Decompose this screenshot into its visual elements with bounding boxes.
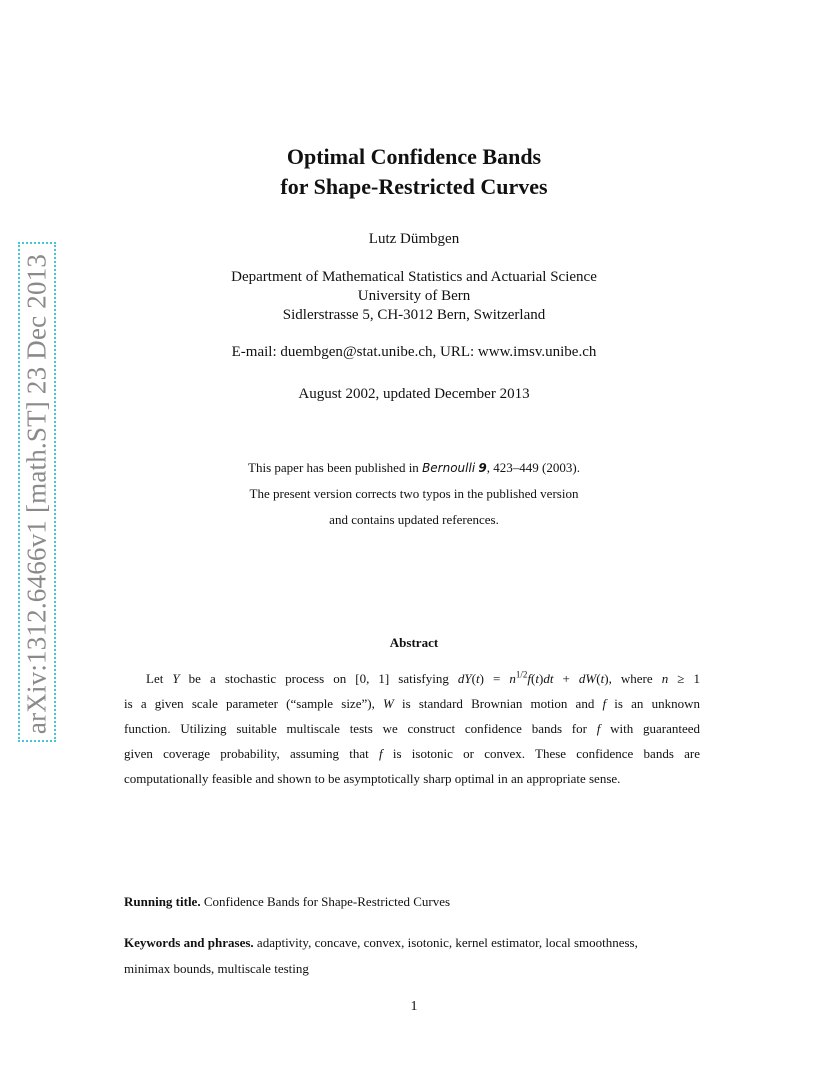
keywords-label: Keywords and phrases. (124, 935, 254, 950)
math-sde: dY (457, 671, 472, 686)
abstract-body (124, 666, 700, 791)
journal-volume: 9 (478, 461, 487, 475)
math-W: W (383, 696, 394, 711)
keywords-line-2: minimax bounds, multiscale testing (124, 961, 309, 976)
page-number: 1 (410, 999, 418, 1014)
abstract-text: , where (608, 671, 662, 686)
abstract-text: is a given scale parameter (“sample size”), (124, 696, 383, 711)
title-line-1: Optimal Confidence Bands (286, 144, 542, 169)
abstract-text: function. Utilizing suitable multiscale tests we construct confidence bands for (124, 721, 597, 736)
running-title (124, 894, 450, 910)
abstract-line-4 (124, 741, 700, 766)
keywords (124, 930, 700, 982)
paper-date: August 2002, updated December 2013 (298, 386, 530, 402)
math-f: f (379, 746, 383, 761)
abstract-heading: Abstract (389, 635, 439, 650)
math-n-condition: n (661, 671, 669, 686)
affiliation-university: University of Bern (357, 288, 471, 304)
affiliation-department: Department of Mathematical Statistics and Actuarial Science (231, 269, 597, 285)
affiliation (0, 268, 828, 325)
abstract-text: is standard Brownian motion and (393, 696, 603, 711)
abstract-text: Let (146, 671, 173, 686)
math-Y: Y (172, 671, 180, 686)
journal-name: Bernoulli (422, 461, 476, 475)
running-title-label: Running title. (124, 894, 201, 909)
abstract-line-5: computationally feasible and shown to be asymptotically sharp optimal in an appropriate sense. (124, 771, 621, 786)
abstract-line-1: Let Y be a stochastic process on [0, 1] satisfying $dY(t) = n^{1/2}f(t)dt + dW(t)$, where n ≥ 1 (146, 669, 700, 686)
abstract-text: is an unknown (606, 696, 700, 711)
abstract-line-3 (124, 716, 700, 741)
arxiv-stamp-text: arXiv:1312.6466v1 [math.ST] 23 Dec 2013 (21, 253, 52, 735)
publication-note (0, 455, 828, 533)
math-f: f (602, 696, 607, 711)
title-line-2: for Shape-Restricted Curves (280, 174, 548, 199)
affiliation-address: Sidlerstrasse 5, CH-3012 Bern, Switzerland (282, 307, 546, 323)
pubnote-prefix: This paper has been published in (248, 460, 423, 475)
publication-note-line-1 (0, 455, 828, 481)
abstract-text: is isotonic or convex. These confidence bands are (382, 746, 700, 761)
running-title-text: Confidence Bands for Shape-Restricted Curves (200, 894, 451, 909)
author-name: Lutz Dümbgen (368, 231, 460, 247)
math-f: f (596, 721, 601, 736)
abstract-line-2 (124, 691, 700, 716)
publication-note-line-2: The present version corrects two typos in the published version (249, 486, 579, 501)
contact-info: E-mail: duembgen@stat.unibe.ch, URL: www.imsv.unibe.ch (231, 344, 597, 360)
abstract-text: be a stochastic process on (179, 671, 356, 686)
abstract-text: with guaranteed (600, 721, 700, 736)
math-interval: [0, 1] (355, 671, 390, 686)
abstract-text: satisfying (389, 671, 458, 686)
paper-title (0, 142, 828, 202)
abstract-text: given coverage probability, assuming that (124, 746, 380, 761)
keywords-text-1: adaptivity, concave, convex, isotonic, kernel estimator, local smoothness, (253, 935, 638, 950)
publication-note-line-3: and contains updated references. (329, 512, 499, 527)
keywords-line-1 (124, 930, 700, 956)
pubnote-suffix: , 423–449 (2003). (486, 460, 580, 475)
